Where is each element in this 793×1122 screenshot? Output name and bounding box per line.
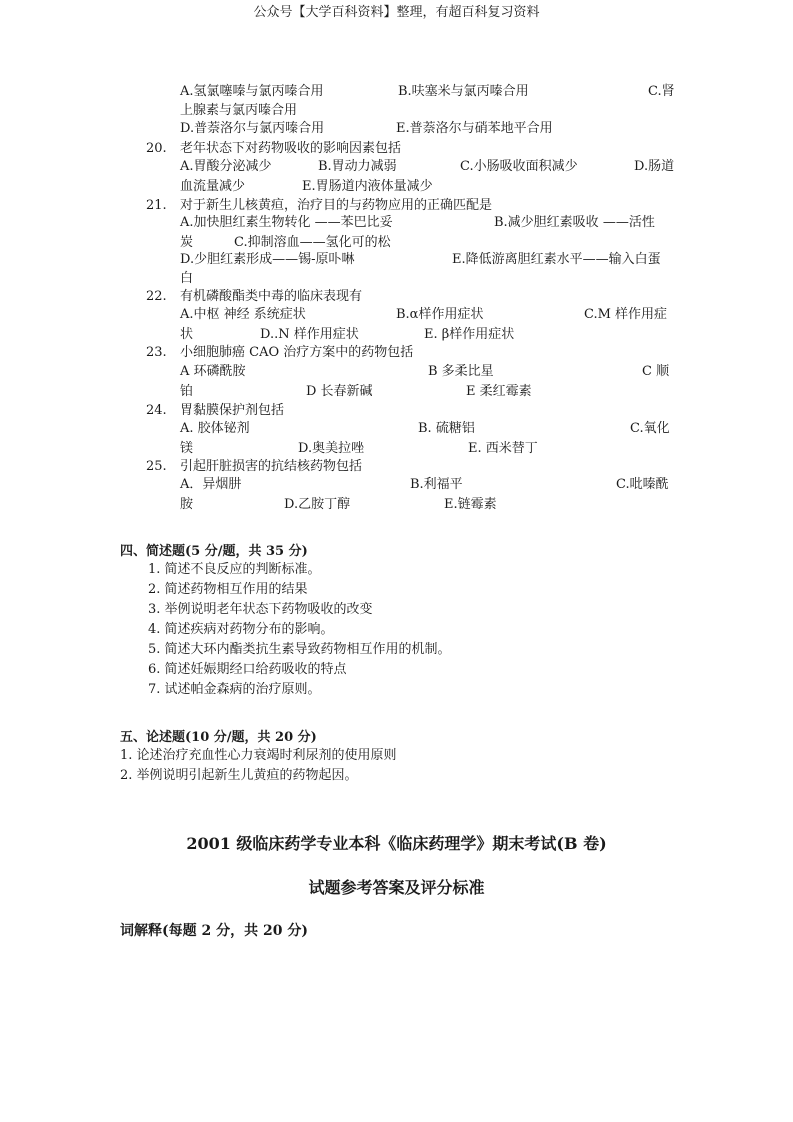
option-b: B.胃动力减弱 bbox=[318, 159, 397, 174]
option-c-cont: 铂 bbox=[180, 384, 194, 399]
option-d: D..N 样作用症状 bbox=[260, 327, 359, 342]
list-item: 3. 举例说明老年状态下药物吸收的改变 bbox=[148, 602, 373, 617]
option-c: C.肾 bbox=[648, 84, 675, 99]
glossary-title: 词解释(每题 2 分，共 20 分) bbox=[120, 923, 308, 939]
option-d: D.普萘洛尔与氯丙嗪合用 bbox=[180, 121, 325, 136]
question-stem: 老年状态下对药物吸收的影响因素包括 bbox=[180, 141, 402, 156]
option-a: A.加快胆红素生物转化 ——苯巴比妥 bbox=[180, 215, 393, 230]
option-e: E.降低游离胆红素水平——输入白蛋 bbox=[452, 252, 661, 267]
option-d: D.少胆红素形成——锡-原卟啉 bbox=[180, 252, 355, 267]
option-a: A 环磷酰胺 bbox=[180, 364, 246, 379]
option-b: B.减少胆红素吸收 ——活性 bbox=[494, 215, 655, 230]
option-d: D 长春新碱 bbox=[306, 384, 373, 399]
question-number: 21. bbox=[146, 198, 167, 213]
option-e: E.胃肠道内液体量减少 bbox=[302, 179, 433, 194]
list-item: 2. 举例说明引起新生儿黄疸的药物起因。 bbox=[120, 768, 358, 783]
list-item: 1. 论述治疗充血性心力衰竭时利尿剂的使用原则 bbox=[120, 748, 397, 763]
option-e-cont: 白 bbox=[180, 271, 194, 286]
option-e: E 柔红霉素 bbox=[466, 384, 532, 399]
option-c: C 顺 bbox=[642, 364, 670, 379]
option-d: D.肠道 bbox=[634, 159, 675, 174]
exam-title: 2001 级临床药学专业本科《临床药理学》期末考试(B 卷) bbox=[186, 834, 607, 853]
option-b: B 多柔比星 bbox=[428, 364, 494, 379]
list-item: 4. 简述疾病对药物分布的影响。 bbox=[148, 622, 334, 637]
question-stem: 对于新生儿核黄疸，治疗目的与药物应用的正确匹配是 bbox=[180, 198, 493, 213]
option-a: A. 胶体铋剂 bbox=[180, 421, 250, 436]
question-number: 24. bbox=[146, 403, 167, 418]
list-item: 7. 试述帕金森病的治疗原则。 bbox=[148, 682, 321, 697]
section-title: 四、简述题(5 分/题，共 35 分) bbox=[120, 544, 308, 559]
option-c: C.小肠吸收面积减少 bbox=[460, 159, 578, 174]
option-c-cont: 状 bbox=[180, 327, 194, 342]
option-b-cont: 炭 bbox=[180, 235, 194, 250]
list-item: 2. 简述药物相互作用的结果 bbox=[148, 582, 308, 597]
option-a: A．异烟肼 bbox=[180, 477, 242, 492]
option-d-cont: 血流量减少 bbox=[180, 179, 246, 194]
list-item: 1. 简述不良反应的判断标准。 bbox=[148, 562, 321, 577]
option-e: E.链霉素 bbox=[444, 497, 497, 512]
option-a: A.中枢 神经 系统症状 bbox=[180, 307, 306, 322]
option-c-cont: 胺 bbox=[180, 497, 194, 512]
option-b: B.呋塞米与氯丙嗪合用 bbox=[398, 84, 529, 99]
option-e: E.普萘洛尔与硝苯地平合用 bbox=[396, 121, 553, 136]
option-c: C.抑制溶血——氢化可的松 bbox=[234, 235, 391, 250]
option-c-cont: 镁 bbox=[180, 441, 194, 456]
option-b: B.利福平 bbox=[410, 477, 463, 492]
section-title: 五、论述题(10 分/题，共 20 分) bbox=[120, 730, 317, 745]
option-e: E. β样作用症状 bbox=[424, 327, 515, 342]
question-number: 22. bbox=[146, 289, 167, 304]
question-stem: 有机磷酸酯类中毒的临床表现有 bbox=[180, 289, 363, 304]
option-b: B.α样作用症状 bbox=[396, 307, 484, 322]
answer-title: 试题参考答案及评分标准 bbox=[308, 878, 485, 897]
option-e: E. 西米替丁 bbox=[468, 441, 538, 456]
list-item: 5. 简述大环内酯类抗生素导致药物相互作用的机制。 bbox=[148, 642, 451, 657]
option-a: A.胃酸分泌减少 bbox=[180, 159, 272, 174]
page-header: 公众号【大学百科资料】整理，有超百科复习资料 bbox=[253, 5, 540, 20]
option-d: D.奥美拉唑 bbox=[298, 441, 365, 456]
question-stem: 引起肝脏损害的抗结核药物包括 bbox=[180, 459, 363, 474]
option-c-cont: 上腺素与氯丙嗪合用 bbox=[180, 103, 298, 118]
question-stem: 小细胞肺癌 CAO 治疗方案中的药物包括 bbox=[180, 345, 414, 360]
question-stem: 胃黏膜保护剂包括 bbox=[180, 403, 285, 418]
option-c: C.M 样作用症 bbox=[584, 307, 668, 322]
question-number: 20. bbox=[146, 141, 167, 156]
option-b: B. 硫糖铝 bbox=[418, 421, 475, 436]
option-c: C.氧化 bbox=[630, 421, 670, 436]
question-number: 25. bbox=[146, 459, 167, 474]
option-c: C.吡嗪酰 bbox=[616, 477, 669, 492]
option-a: A.氢氯噻嗪与氯丙嗪合用 bbox=[180, 84, 324, 99]
option-d: D.乙胺丁醇 bbox=[284, 497, 351, 512]
question-number: 23. bbox=[146, 345, 167, 360]
list-item: 6. 简述妊娠期经口给药吸收的特点 bbox=[148, 662, 347, 677]
